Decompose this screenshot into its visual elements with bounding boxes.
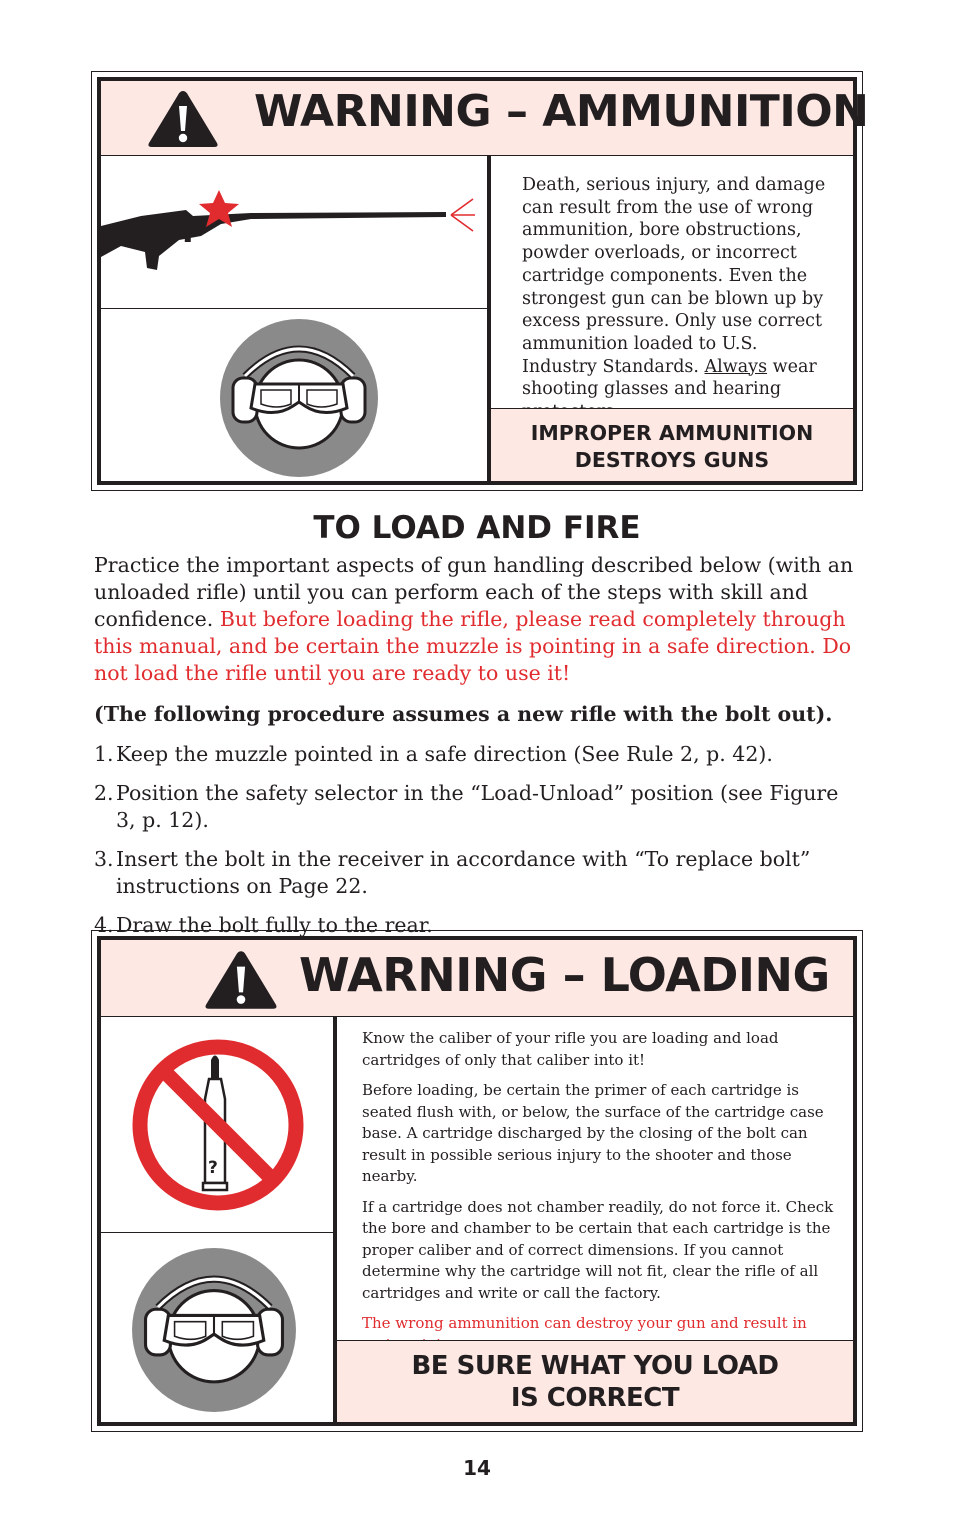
warning-ammunition-text bbox=[522, 174, 832, 424]
safety-glasses-hearing-icon bbox=[219, 318, 379, 478]
warning-triangle-icon bbox=[146, 88, 220, 150]
section-intro-red-text: But before loading the rifle, please read completely through this manual, and be certain the muzzle is pointing in a safe direction. Do not load the rifle until you are ready to use it! bbox=[94, 607, 852, 685]
step-text: Draw the bolt fully to the rear. bbox=[116, 913, 433, 937]
rifle-icon bbox=[101, 182, 487, 282]
loading-paragraph-3: If a cartridge does not chamber readily, do not force it. Check the bore and chamber to be certain that each cartridge is the proper caliber and of correct dimensions. If you cannot determine why the cartridge will not fit, clear the rifle of all cartridges and write or call the factory. bbox=[362, 1197, 834, 1302]
page-number: 14 bbox=[463, 1456, 491, 1480]
warning-ammunition-caption bbox=[491, 420, 853, 474]
section-assumption: (The following procedure assumes a new rifle with the bolt out). bbox=[94, 702, 833, 726]
step-text: Insert the bolt in the receiver in accordance with “To replace bolt” instructions on Page 22. bbox=[116, 847, 811, 898]
rifle-question-mark: ? bbox=[179, 211, 199, 251]
loading-paragraph-1: Know the caliber of your rifle you are loading and load cartridges of only that caliber into it! bbox=[362, 1029, 779, 1069]
step-item bbox=[94, 846, 864, 900]
warning-loading-title: WARNING – LOADING bbox=[299, 948, 830, 1002]
warning-loading-caption bbox=[337, 1350, 853, 1414]
section-heading: TO LOAD AND FIRE bbox=[313, 510, 641, 546]
step-item bbox=[94, 780, 864, 834]
section-intro bbox=[94, 552, 864, 687]
step-number: 3. bbox=[94, 847, 114, 871]
step-item bbox=[94, 741, 864, 768]
warning-loading-text bbox=[362, 1028, 834, 1365]
ammunition-text-always: Always bbox=[704, 356, 768, 377]
no-cartridge-icon bbox=[127, 1035, 309, 1215]
ammunition-text-part1: Death, serious injury, and damage can result from the use of wrong ammunition, bore obstructions, powder overloads, or incorrect cartridge components. Even the strongest gun can be blown up by excess pressure. Only use correct ammunition loaded to U.S. Industry Standards. bbox=[522, 175, 826, 377]
step-number: 2. bbox=[94, 781, 114, 805]
section-intro-text: Practice the important aspects of gun handling described below (with an unloaded rifle) until you can perform each of the steps with skill and confidence. bbox=[94, 553, 854, 631]
loading-paragraph-2: Before loading, be certain the primer of each cartridge is seated flush with, or below, the surface of the cartridge case base. A cartridge discharged by the closing of the bolt can result in possible serious injury to the shooter and those nearby. bbox=[362, 1081, 824, 1185]
loading-paragraph-4: The wrong ammunition can destroy your gun and result in bbox=[362, 1314, 807, 1332]
loading-caption-line1: BE SURE WHAT YOU LOAD bbox=[411, 1351, 779, 1381]
step-number: 1. bbox=[94, 742, 114, 766]
ammunition-caption-line2: DESTROYS GUNS bbox=[574, 448, 770, 472]
cartridge-question-mark: ? bbox=[208, 1158, 218, 1178]
warning-ammunition-title: WARNING – AMMUNITION bbox=[254, 86, 869, 137]
step-text: Keep the muzzle pointed in a safe direction (See Rule 2, p. 42). bbox=[116, 742, 773, 766]
step-text: Position the safety selector in the “Load-Unload” position (see Figure 3, p. 12). bbox=[116, 781, 839, 832]
ammunition-caption-line1: IMPROPER AMMUNITION bbox=[530, 421, 814, 445]
steps-list bbox=[94, 741, 864, 939]
ammunition-text-part2: wear shooting glasses and hearing bbox=[522, 356, 817, 400]
loading-caption-line2: IS CORRECT bbox=[510, 1383, 680, 1413]
step-number: 4. bbox=[94, 913, 114, 937]
safety-glasses-hearing-icon bbox=[131, 1247, 297, 1413]
warning-triangle-icon bbox=[203, 948, 279, 1012]
